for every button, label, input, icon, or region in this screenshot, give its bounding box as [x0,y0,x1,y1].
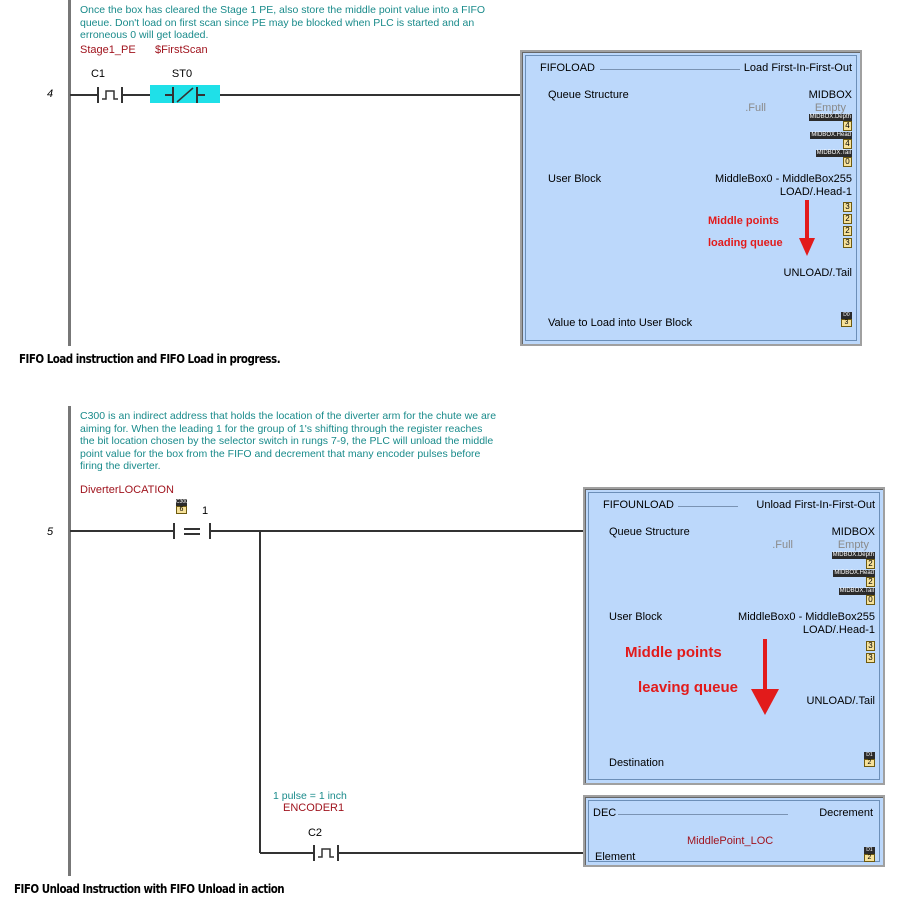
empty-flag: Empty [837,539,869,551]
rung-number: 4 [47,88,54,100]
queue-value: 3 [843,238,852,248]
instruction-name: DEC [593,807,617,819]
branch-wire [259,530,261,853]
full-flag: .Full [772,539,793,551]
left-power-rail [68,406,71,876]
equal-compare-contact[interactable] [170,521,214,541]
queue-name: MIDBOX [831,526,875,538]
rung-wire [220,94,520,96]
normally-closed-contact-icon [165,85,205,105]
rung-comment: C300 is an indirect address that holds the location of the diverter arm for the chute we are aiming for. When the leading 1 for the group of 1's shifting through the register reaches the bit location chosen by the selector switch in rungs 7-9, the PLC will unload the middle point value for the box from the FIFO and decrement that many encoder pulses before firing the diverter. [80,410,497,472]
destination-register [864,752,875,766]
instruction-name: FIFOUNLOAD [603,499,674,511]
register-value: 2 [864,759,875,767]
annotation-text: Middle points [708,215,779,227]
register-tag: D1 [864,752,875,759]
positive-edge-contact-icon [310,843,342,863]
load-head-label: LOAD/.Head-1 [779,186,852,198]
element-nickname: MiddlePoint_LOC [687,835,774,847]
positive-edge-contact[interactable] [94,85,126,105]
contact-nickname: Stage1_PE [80,44,136,56]
empty-flag: Empty [814,102,846,114]
contact-address: C1 [90,68,106,80]
instruction-description: Unload First-In-First-Out [756,499,875,511]
normally-closed-contact[interactable] [165,85,205,105]
figure-caption: FIFO Load instruction and FIFO Load in progress. [19,352,281,366]
queue-value: 3 [866,641,875,651]
rung-wire [126,94,150,96]
full-flag: .Full [745,102,766,114]
head-tag: MIDBOX.Head [834,570,874,576]
figure-caption: FIFO Unload Instruction with FIFO Unload in action [14,882,285,896]
load-head-label: LOAD/.Head-1 [802,624,875,636]
rung-wire [342,852,584,854]
unload-tail-label: UNLOAD/.Tail [806,695,875,707]
user-block-range: MiddleBox0 - MiddleBox255 [738,611,875,623]
title-divider [618,814,788,815]
positive-edge-contact[interactable] [310,843,342,863]
annotation-text: Middle points [625,644,722,661]
compare-constant: 1 [202,505,209,517]
rung-wire [70,94,94,96]
rung-comment: Once the box has cleared the Stage 1 PE, also store the middle point value into a FIFO queue. Don't load on first scan since PE may be blocked when PLC is started and an erroneous 0 will get loaded. [80,4,486,41]
tail-tag: MIDBOX.Tail [816,150,851,156]
contact-address: ST0 [171,68,193,80]
rung-number: 5 [47,526,54,538]
instruction-description: Load First-In-First-Out [743,62,852,74]
annotation-text: leaving queue [638,679,739,696]
destination-label: Destination [609,757,665,769]
user-block-label: User Block [609,611,663,623]
queue-structure-label: Queue Structure [548,89,629,101]
head-tag: MIDBOX.Head [811,132,851,138]
contact-comment: 1 pulse = 1 inch [273,790,347,802]
register-value: 6 [176,506,187,514]
positive-edge-contact-icon [94,85,126,105]
depth-value: 2 [866,559,875,569]
queue-structure-label: Queue Structure [609,526,690,538]
head-value: 4 [843,139,852,149]
dec-instruction-box[interactable] [583,795,885,867]
instruction-description: Decrement [819,807,873,819]
equal-compare-contact-icon [170,521,214,541]
depth-tag: MIDBOX.Depth [832,552,874,558]
tail-tag: MIDBOX.Tail [839,588,874,594]
fifounload-instruction-box[interactable] [583,487,885,785]
element-label: Element [595,851,636,863]
depth-value: 4 [843,121,852,131]
fifoload-instruction-box[interactable] [520,50,862,346]
unload-tail-label: UNLOAD/.Tail [783,267,852,279]
value-register [841,312,852,326]
rung-wire [260,852,310,854]
annotation-text: loading queue [708,237,783,249]
contact-nickname: $FirstScan [155,44,208,56]
queue-value: 2 [843,226,852,236]
left-power-rail [68,0,71,346]
rung-wire [70,530,170,532]
title-divider [600,69,740,70]
queue-value: 3 [866,653,875,663]
register-tag: D0 [841,312,852,319]
contact-address: C2 [307,827,323,839]
user-block-label: User Block [548,173,602,185]
register-tag: C300 [176,499,188,505]
contact-nickname: ENCODER1 [283,802,345,814]
queue-name: MIDBOX [808,89,852,101]
element-register [864,847,875,861]
down-arrow-icon [751,639,779,715]
queue-value: 2 [843,214,852,224]
compare-register [176,499,187,513]
register-tag: D1 [864,847,875,854]
queue-value: 3 [843,202,852,212]
tail-value: 0 [866,595,875,605]
title-divider [678,506,738,507]
head-value: 2 [866,577,875,587]
rung-wire [214,530,584,532]
instruction-name: FIFOLOAD [540,62,596,74]
tail-value: 0 [843,157,852,167]
register-value: 2 [864,854,875,862]
register-value: 3 [841,319,852,327]
user-block-range: MiddleBox0 - MiddleBox255 [715,173,852,185]
value-to-load-label: Value to Load into User Block [548,317,693,329]
down-arrow-icon [799,200,815,256]
contact-nickname: DiverterLOCATION [80,484,174,496]
depth-tag: MIDBOX.Depth [809,114,851,120]
